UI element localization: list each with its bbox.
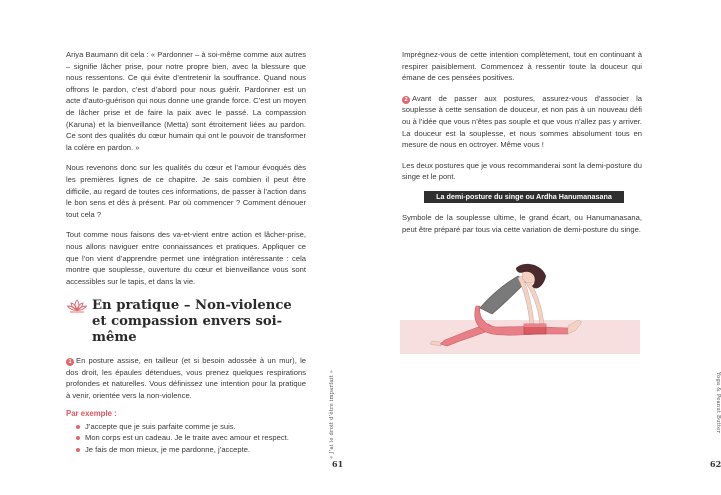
running-title-left: « J’ai le droit d’être imparfait » [329,370,335,459]
step-2 [402,93,642,151]
step-number-badge: 1 [66,358,74,366]
pose-banner: La demi-posture du singe ou Ardha Hanumanasana [424,191,624,203]
torso [480,276,526,314]
quote-paragraph: Ariya Baumann dit cela : « Pardonner – à soi-même comme aux autres – signifie lâcher prise, pour notre propre bien, avec la blessure que nous ressentons. Ce qui évite d’entretenir la souffrance. Quand nous offrons le pardon, c’est d’abord pour nous guérir. Pardonner est un acte d’auto-guérison qui nous donne une grande force. C’est un moyen de lâcher prise et de faire la paix avec le passé. La compassion (Karuna) et la bienveillance (Metta) sont étroitement liées au pardon. Ce sont des qualités du cœur humain qui ont le pouvoir de transformer la colère en pardon. » [66,50,306,152]
running-title-right: Yoga & Peanut Butter [715,372,721,434]
right-page [350,0,721,495]
step-number-badge: 2 [402,96,410,104]
section-title-line2: et compassion envers soi-même [92,314,283,346]
step-1-text: En posture assise, en tailleur (et si besoin adossée à un mur), le dos droit, les épaules détendues, vous prenez quelques respirations profondes et naturelles. Vous définissez une intention pour la pratique à venir, orientée vers la non-violence. [66,356,306,401]
section-title-line1: En pratique – Non-violence [92,298,292,314]
yoga-block-top [524,324,546,327]
page-number-right: 62 [710,459,721,469]
body-paragraph: Tout comme nous faisons des va-et-vient entre action et lâcher-prise, nous allons naviguer entre connaissances et pratiques. Appliquer ce que l’on vient d’apprendre permet une intégration intéressante : cela montre que souplesse, ouverture du cœur et bienveillance vous sont accessibles sur le tapis, et dans la vie. [66,230,306,286]
yoga-pose-illustration [400,262,640,362]
page-number-left: 61 [332,459,344,469]
step-1 [66,355,306,401]
right-page-body [402,49,642,235]
body-paragraph: Imprégnez-vous de cette intention complètement, tout en continuant à respirer paisiblement. Commencez à ressentir toute la douceur qui émane de ces pensées positives. [402,50,642,83]
list-item: Je fais de mon mieux, je me pardonne, j’accepte. [76,444,306,456]
example-label: Par exemple : [66,408,117,418]
body-paragraph: Nous revenons donc sur les qualités du cœur et l’amour évoqués dès les premières lignes de ce chapitre. Je sais combien il peut être difficile, au regard de toutes ces informations, de passer à l’action dans le bon sens et dès à présent. Par où commencer ? Comment dénouer tout cela ? [66,163,306,219]
list-item: J’accepte que je suis parfaite comme je suis. [76,421,306,433]
pose-description: Symbole de la souplesse ultime, le grand écart, ou Hanumanasana, peut être préparé par tous via cette variation de demi-posture du singe. [402,212,642,234]
left-page-body [66,49,306,455]
body-paragraph: Les deux postures que je vous recommanderai sont la demi-posture du singe et le pont. [402,160,642,182]
left-page [0,0,350,495]
section-heading [66,298,306,346]
list-item: Mon corps est un cadeau. Je le traite avec amour et respect. [76,432,306,444]
lotus-icon [66,298,88,314]
step-2-text: Avant de passer aux postures, assurez-vous d’associer la souplesse à cette sensation de douceur, et non pas à un nouveau défi ou à l’idée que vous n’êtes pas souple et que vous n’allez pas y arriver. La douceur est la souplesse, et nous sommes absolument tous en mesure de nous en octroyer. Même vous ! [402,93,642,150]
examples-list [76,421,306,456]
yoga-mat [400,320,640,354]
